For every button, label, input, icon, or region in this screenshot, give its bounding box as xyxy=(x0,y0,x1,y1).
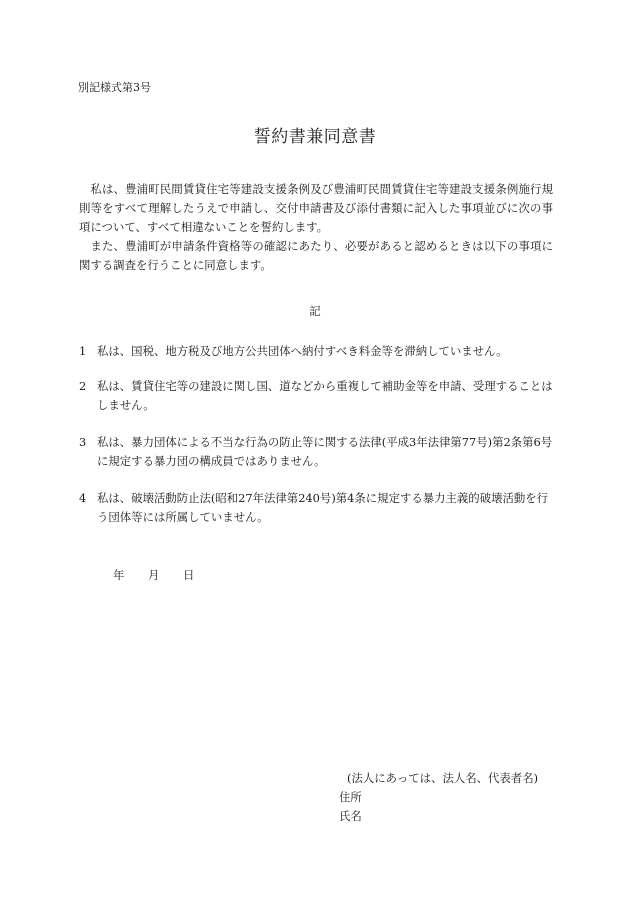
document-title: 誓約書兼同意書 xyxy=(253,127,377,147)
pledge-item xyxy=(79,489,553,527)
year-label: 年 xyxy=(113,568,125,582)
form-number: 別記様式第3号 xyxy=(78,81,151,94)
pledge-item-number: 1 xyxy=(79,344,87,358)
pledge-item-text: 私は、賃貸住宅等の建設に関し国、道などから重複して補助金等を申請、受理することはしません。 xyxy=(97,379,553,412)
name-label: 氏名 xyxy=(339,809,362,823)
pledge-item-number: 3 xyxy=(79,435,87,449)
pledge-item-text: 私は、暴力団体による不当な行為の防止等に関する法律(平成3年法律第77号)第2条第6号に規定する暴力団の構成員ではありません。 xyxy=(97,435,553,468)
pledge-body xyxy=(79,180,553,275)
pledge-item xyxy=(79,342,553,361)
corporate-note: (法人にあっては、法人名、代表者名) xyxy=(347,771,539,785)
address-label: 住所 xyxy=(339,790,362,804)
pledge-item xyxy=(79,377,553,415)
day-label: 日 xyxy=(183,568,195,582)
date-line xyxy=(113,567,194,583)
consent-paragraph: また、豊浦町が申請条件資格等の確認にあたり、必要があると認めるときは以下の事項に関する調査を行うことに同意します。 xyxy=(79,239,553,272)
pledge-item-text: 私は、国税、地方税及び地方公共団体へ納付すべき料金等を滞納していません。 xyxy=(97,344,508,358)
ki-heading: 記 xyxy=(309,304,321,318)
signature-block xyxy=(339,769,538,826)
pledge-item-text: 私は、破壊活動防止法(昭和27年法律第240号)第4条に規定する暴力主義的破壊活動を行う団体等には所属していません。 xyxy=(97,491,549,524)
pledge-paragraph: 私は、豊浦町民間賃貸住宅等建設支援条例及び豊浦町民間賃貸住宅等建設支援条例施行規則等をすべて理解したうえで申請し、交付申請書及び添付書類に記入した事項並びに次の事項について、すべて相違ないことを誓約します。 xyxy=(79,182,553,234)
month-label: 月 xyxy=(148,568,160,582)
pledge-item xyxy=(79,433,553,471)
pledge-item-number: 4 xyxy=(79,491,87,505)
pledge-item-number: 2 xyxy=(79,379,87,393)
